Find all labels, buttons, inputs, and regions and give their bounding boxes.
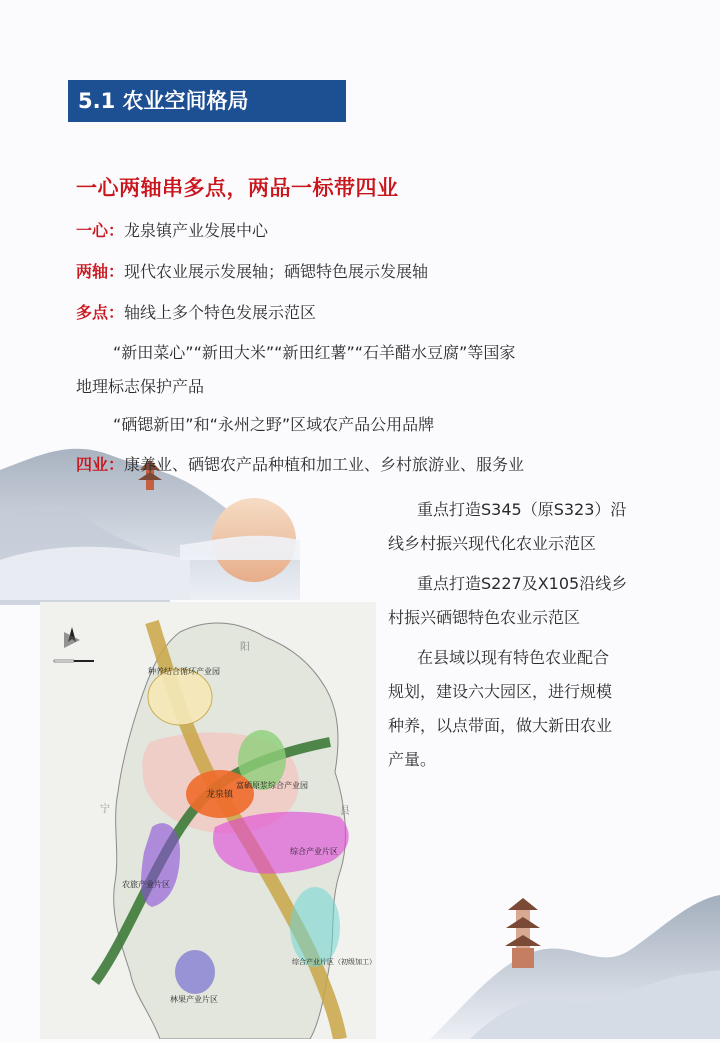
brand-paragraph-2: “硒锶新田”和“永州之野”区域农产品公用品牌 <box>113 415 435 434</box>
item-key: 四业： <box>76 455 125 474</box>
item-points <box>76 300 316 323</box>
map-border-char: 县 <box>340 806 350 817</box>
brand-paragraph-1a: “新田菜心”“新田大米”“新田红薯”“石羊醋水豆腐”等国家 <box>113 343 516 362</box>
headline: 一心两轴串多点，两品一标带四业 <box>76 176 399 200</box>
map-label-zone-f: 林果产业片区 <box>170 995 218 1004</box>
right-paragraph-2a: 重点打造S227及X105沿线乡 <box>417 574 628 593</box>
map-svg <box>40 602 376 1039</box>
item-text: 龙泉镇产业发展中心 <box>124 221 269 240</box>
map-label-zone-b: 富硒原浆综合产业园 <box>236 781 308 790</box>
right-paragraph-2b: 村振兴硒锶特色农业示范区 <box>388 608 581 627</box>
item-four-industries <box>76 452 524 475</box>
item-text: 康养业、硒锶农产品种植和加工业、乡村旅游业、服务业 <box>124 455 525 474</box>
zone-a-shape <box>148 669 212 725</box>
agriculture-map <box>40 602 376 1039</box>
map-label-zone-d: 农旅产业片区 <box>122 880 170 889</box>
map-label-zone-a: 种养结合循环产业园 <box>148 667 220 676</box>
item-center <box>76 218 268 241</box>
right-paragraph-3c: 种养，以点带面，做大新田农业 <box>388 716 613 735</box>
zone-e-shape <box>290 887 340 967</box>
scale-bar <box>54 660 94 662</box>
zone-f-shape <box>175 950 215 994</box>
item-axes <box>76 259 428 282</box>
map-border-char: 阳 <box>240 642 250 653</box>
item-text: 轴线上多个特色发展示范区 <box>124 303 317 322</box>
map-border-char: 宁 <box>100 804 110 815</box>
right-paragraph-3d: 产量。 <box>388 750 437 769</box>
item-key: 多点： <box>76 303 125 322</box>
map-label-zone-e: 综合产业片区（初级加工） <box>292 958 376 966</box>
map-label-zone-c: 综合产业片区 <box>290 847 338 856</box>
item-key: 两轴： <box>76 262 125 281</box>
right-paragraph-3b: 规划，建设六大园区，进行规模 <box>388 682 613 701</box>
brand-paragraph-1b: 地理标志保护产品 <box>76 377 205 396</box>
right-paragraph-3a: 在县域以现有特色农业配合 <box>417 648 610 667</box>
right-paragraph-1b: 线乡村振兴现代化农业示范区 <box>388 534 597 553</box>
item-key: 一心： <box>76 221 125 240</box>
right-paragraph-1a: 重点打造S345（原S323）沿 <box>417 500 627 519</box>
item-text: 现代农业展示发展轴；硒锶特色展示发展轴 <box>124 262 429 281</box>
map-label-center: 龙泉镇 <box>206 790 234 800</box>
section-title: 5.1 农业空间格局 <box>68 80 346 122</box>
